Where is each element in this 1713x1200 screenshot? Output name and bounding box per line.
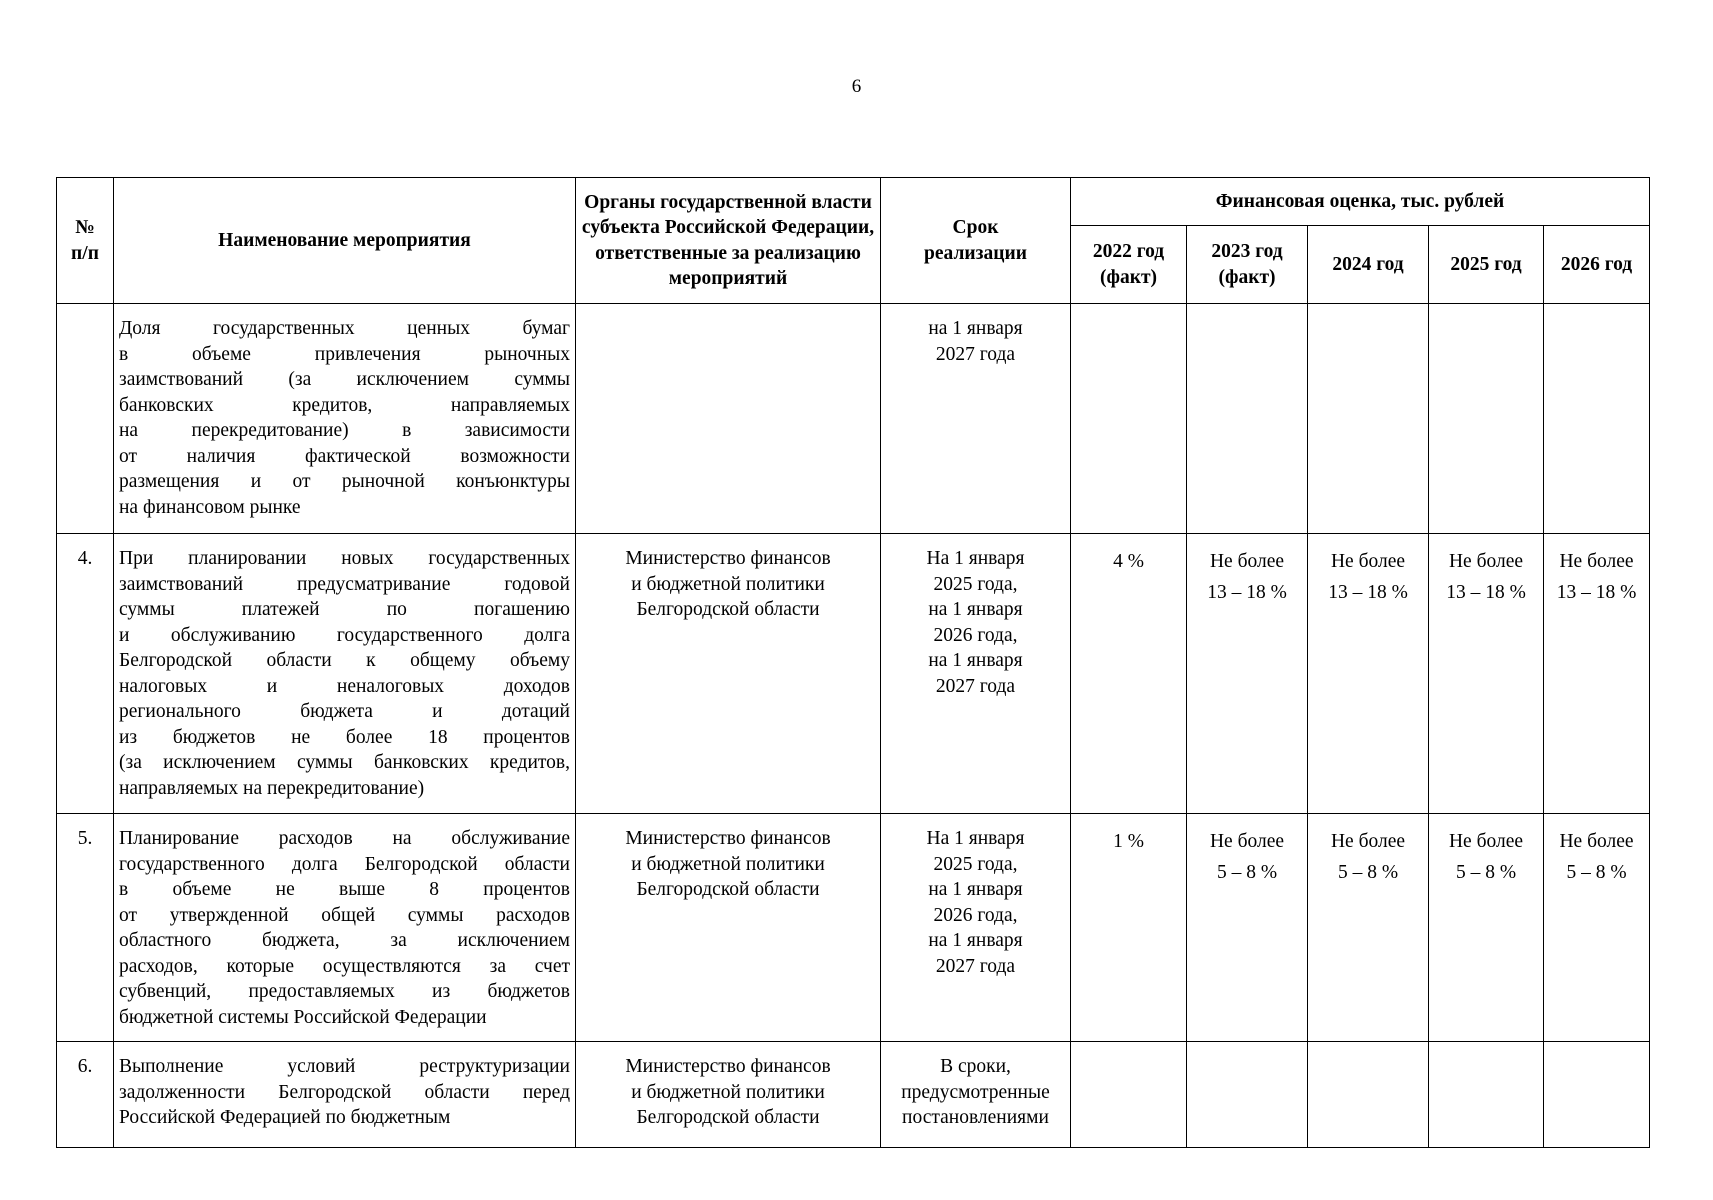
value-2024: Не более 13 – 18 %: [1308, 534, 1429, 814]
value-2026: Не более 5 – 8 %: [1544, 814, 1650, 1042]
row-number: 6.: [57, 1042, 114, 1148]
header-finance: Финансовая оценка, тыс. рублей: [1071, 178, 1650, 226]
value-2023: [1187, 1042, 1308, 1148]
measure-name-line: направляемых на перекредитование): [119, 777, 425, 799]
header-num: № п/п: [57, 178, 114, 304]
value-2022: 4 %: [1071, 534, 1187, 814]
value-2025: [1429, 304, 1544, 534]
measures-table: [56, 177, 1650, 1148]
header-2023: 2023 год (факт): [1187, 226, 1308, 304]
measure-name: [114, 814, 576, 1042]
measure-name-line: суммы платежей по погашению: [119, 599, 570, 620]
value-2024: [1308, 1042, 1429, 1148]
table-header: [57, 178, 1650, 304]
header-2024: 2024 год: [1308, 226, 1429, 304]
measure-name-line: государственного долга Белгородской области: [119, 853, 570, 875]
header-2025: 2025 год: [1429, 226, 1544, 304]
implementation-term: На 1 января 2025 года, на 1 января 2026 года, на 1 января 2027 года: [881, 814, 1071, 1042]
value-2026: [1544, 304, 1650, 534]
measure-name: [114, 1042, 576, 1148]
measure-name-line: Белгородской области к общему объему: [119, 650, 570, 671]
measure-name-line: от утвержденной общей суммы расходов: [119, 904, 570, 926]
measure-name-line: При планировании новых государственных: [119, 548, 570, 569]
header-org: Органы государственной власти субъекта Российской Федерации, ответственные за реализацию мероприятий: [576, 178, 881, 304]
measure-name-line: банковских кредитов, направляемых: [119, 394, 570, 416]
measure-name-line: регионального бюджета и дотаций: [119, 701, 570, 722]
row-number: [57, 304, 114, 534]
value-2022: [1071, 304, 1187, 534]
measure-name-line: в объеме не выше 8 процентов: [119, 879, 570, 900]
value-2024: [1308, 304, 1429, 534]
measure-name-line: на перекредитование) в зависимости: [119, 420, 570, 441]
header-term: Срок реализации: [881, 178, 1071, 304]
measure-name-line: (за исключением суммы банковских кредитов,: [119, 752, 570, 773]
measure-name-line: из бюджетов не более 18 процентов: [119, 726, 570, 748]
measure-name-line: заимствований предусматривание годовой: [119, 573, 570, 595]
header-2026: 2026 год: [1544, 226, 1650, 304]
measure-name-line: бюджетной системы Российской Федерации: [119, 1006, 487, 1028]
responsible-body: Министерство финансов и бюджетной политики Белгородской области: [576, 534, 881, 814]
implementation-term: На 1 января 2025 года, на 1 января 2026 года, на 1 января 2027 года: [881, 534, 1071, 814]
row-number: 4.: [57, 534, 114, 814]
measure-name-line: и обслуживанию государственного долга: [119, 624, 570, 646]
header-2022: 2022 год (факт): [1071, 226, 1187, 304]
value-2023: Не более 13 – 18 %: [1187, 534, 1308, 814]
value-2024: Не более 5 – 8 %: [1308, 814, 1429, 1042]
measure-name-line: Планирование расходов на обслуживание: [119, 828, 570, 849]
measure-name-line: областного бюджета, за исключением: [119, 930, 570, 951]
measure-name-line: задолженности Белгородской области перед: [119, 1081, 570, 1103]
value-2025: Не более 13 – 18 %: [1429, 534, 1544, 814]
value-2025: Не более 5 – 8 %: [1429, 814, 1544, 1042]
value-2022: [1071, 1042, 1187, 1148]
measure-name-line: на финансовом рынке: [119, 496, 301, 518]
measure-name-line: расходов, которые осуществляются за счет: [119, 955, 570, 977]
measure-name-line: Российской Федерацией по бюджетным: [119, 1107, 451, 1128]
measure-name-line: налоговых и неналоговых доходов: [119, 675, 570, 697]
table-body: [57, 304, 1650, 1148]
page-number: 6: [851, 76, 862, 97]
value-2026: Не более 13 – 18 %: [1544, 534, 1650, 814]
value-2023: [1187, 304, 1308, 534]
responsible-body: Министерство финансов и бюджетной политики Белгородской области: [576, 814, 881, 1042]
measure-name: [114, 534, 576, 814]
value-2025: [1429, 1042, 1544, 1148]
header-name: Наименование мероприятия: [114, 178, 576, 304]
row-number: 5.: [57, 814, 114, 1042]
implementation-term: В сроки, предусмотренные постановлениями: [881, 1042, 1071, 1148]
measure-name-line: в объеме привлечения рыночных: [119, 343, 570, 365]
value-2022: 1 %: [1071, 814, 1187, 1042]
measure-name-line: субвенций, предоставляемых из бюджетов: [119, 981, 570, 1002]
measure-name: [114, 304, 576, 534]
value-2023: Не более 5 – 8 %: [1187, 814, 1308, 1042]
responsible-body: Министерство финансов и бюджетной политики Белгородской области: [576, 1042, 881, 1148]
measure-name-line: размещения и от рыночной конъюнктуры: [119, 471, 570, 492]
measure-name-line: Доля государственных ценных бумаг: [119, 318, 570, 339]
responsible-body: [576, 304, 881, 534]
implementation-term: на 1 января 2027 года: [881, 304, 1071, 534]
table-row: [57, 534, 1650, 814]
table-row: [57, 304, 1650, 534]
measure-name-line: Выполнение условий реструктуризации: [119, 1056, 570, 1077]
measure-name-line: заимствований (за исключением суммы: [119, 369, 570, 390]
table-row: [57, 1042, 1650, 1148]
value-2026: [1544, 1042, 1650, 1148]
measure-name-line: от наличия фактической возможности: [119, 445, 570, 467]
table-row: [57, 814, 1650, 1042]
